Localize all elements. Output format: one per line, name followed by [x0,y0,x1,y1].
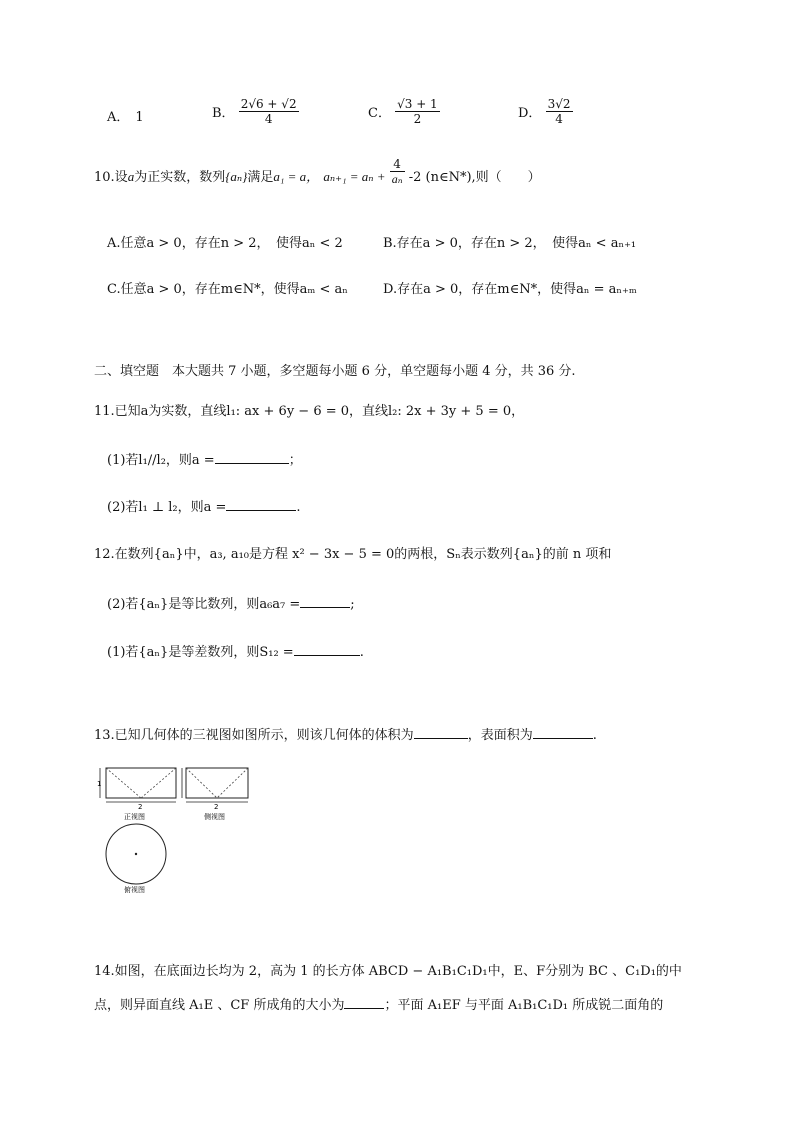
option-label: A． [107,110,130,125]
punctuation: . [296,500,301,515]
fraction-denominator: aₙ [391,172,403,186]
option-label: B． [212,106,235,121]
q10-stem [94,157,541,186]
q12-stem: 12.在数列{aₙ}中，a₃, a₁₀是方程 x² − 3x − 5 = 0的两根，Sₙ表示数列{aₙ}的前 n 项和 [94,547,612,562]
q14-line2 [94,994,663,1013]
fraction-numerator: 3√2 [547,97,571,111]
q12-part2 [107,593,355,612]
q9-option-d [518,97,573,126]
answer-blank[interactable] [294,643,360,656]
option-value: 1 [135,110,144,125]
section-heading: 二、填空题 本大题共 7 小题，多空题每小题 6 分，单空题每小题 4 分，共 36 分. [94,364,576,379]
recurrence-fraction [390,157,405,186]
answer-blank[interactable] [300,595,350,608]
q9-option-a [107,106,144,125]
stem-text: 满足 [247,170,274,185]
punctuation: . [359,645,364,660]
fraction-numerator: 2√6 + √2 [240,97,297,111]
width-dimension: 2 [138,803,143,811]
q11-part1 [107,449,302,468]
initial-condition: a₁ = a， [273,169,320,184]
option-fraction [395,97,440,126]
q13-stem [94,724,597,743]
variable: a [127,169,135,184]
option-label: C． [368,106,391,121]
q11-part2 [107,496,301,515]
answer-blank[interactable] [215,451,289,464]
q9-option-c [368,97,440,126]
front-view [97,768,176,821]
stem-text: ；平面 A₁EF 与平面 A₁B₁C₁D₁ 所成锐二面角的 [384,998,664,1013]
fraction-denominator: 4 [555,112,563,126]
part-text: (2)若l₁ ⊥ l₂，则a = [107,500,227,515]
three-view-figure [96,764,258,900]
fraction-numerator: √3 + 1 [397,97,438,111]
q14-line1: 14.如图，在底面边长均为 2，高为 1 的长方体 ABCD − A₁B₁C₁D₁中，E、F分别为 BC 、C₁D₁的中 [94,964,682,979]
side-view-label: 侧视图 [204,813,225,821]
height-dimension: 1 [97,780,102,788]
punctuation: ; [350,597,355,612]
q12-part1 [107,641,364,660]
q10-option-d: D.存在a > 0，存在m∈N*，使得aₙ = aₙ₊ₘ [383,282,637,297]
q11-stem: 11.已知a为实数，直线l₁: ax + 6y − 6 = 0，直线l₂: 2x + 3y + 5 = 0， [94,404,525,419]
punctuation: ； [288,453,302,468]
fraction-numerator: 4 [390,157,405,172]
sequence-symbol: {aₙ} [225,169,248,184]
q10-option-a: A.任意a > 0，存在n > 2， 使得aₙ < 2 [107,236,343,251]
option-fraction [546,97,573,126]
part-text: (1)若l₁//l₂，则a = [107,453,215,468]
answer-blank[interactable] [226,498,296,511]
side-width-dimension: 2 [214,803,219,811]
stem-text: ，表面积为 [467,728,533,743]
part-text: (1)若{aₙ}是等差数列，则S₁₂ = [107,645,294,660]
stem-text: 为正实数，数列 [134,170,226,185]
option-label: D． [518,106,542,121]
stem-text: 13.已知几何体的三视图如图所示，则该几何体的体积为 [94,728,414,743]
q10-option-b: B.存在a > 0，存在n > 2， 使得aₙ < aₙ₊₁ [383,236,637,251]
stem-text: -2 (n∈N*),则（ ） [408,170,541,185]
front-view-label: 正视图 [124,813,145,821]
question-number: 10.设 [94,170,128,185]
answer-blank[interactable] [344,996,384,1009]
answer-blank[interactable] [414,726,468,739]
side-view [182,768,248,821]
q9-option-b [212,97,299,126]
answer-blank[interactable] [533,726,593,739]
recurrence: aₙ₊₁ = aₙ + [323,169,386,184]
fraction-denominator: 2 [413,112,422,126]
punctuation: . [592,728,597,743]
top-view [106,824,166,894]
part-text: (2)若{aₙ}是等比数列，则a₆a₇ = [107,597,301,612]
fraction-denominator: 4 [264,112,273,126]
stem-text: 点，则异面直线 A₁E 、CF 所成角的大小为 [94,998,345,1013]
option-fraction [239,97,299,126]
q10-option-c: C.任意a > 0，存在m∈N*，使得aₘ < aₙ [107,282,348,297]
top-view-label: 俯视图 [124,886,145,894]
